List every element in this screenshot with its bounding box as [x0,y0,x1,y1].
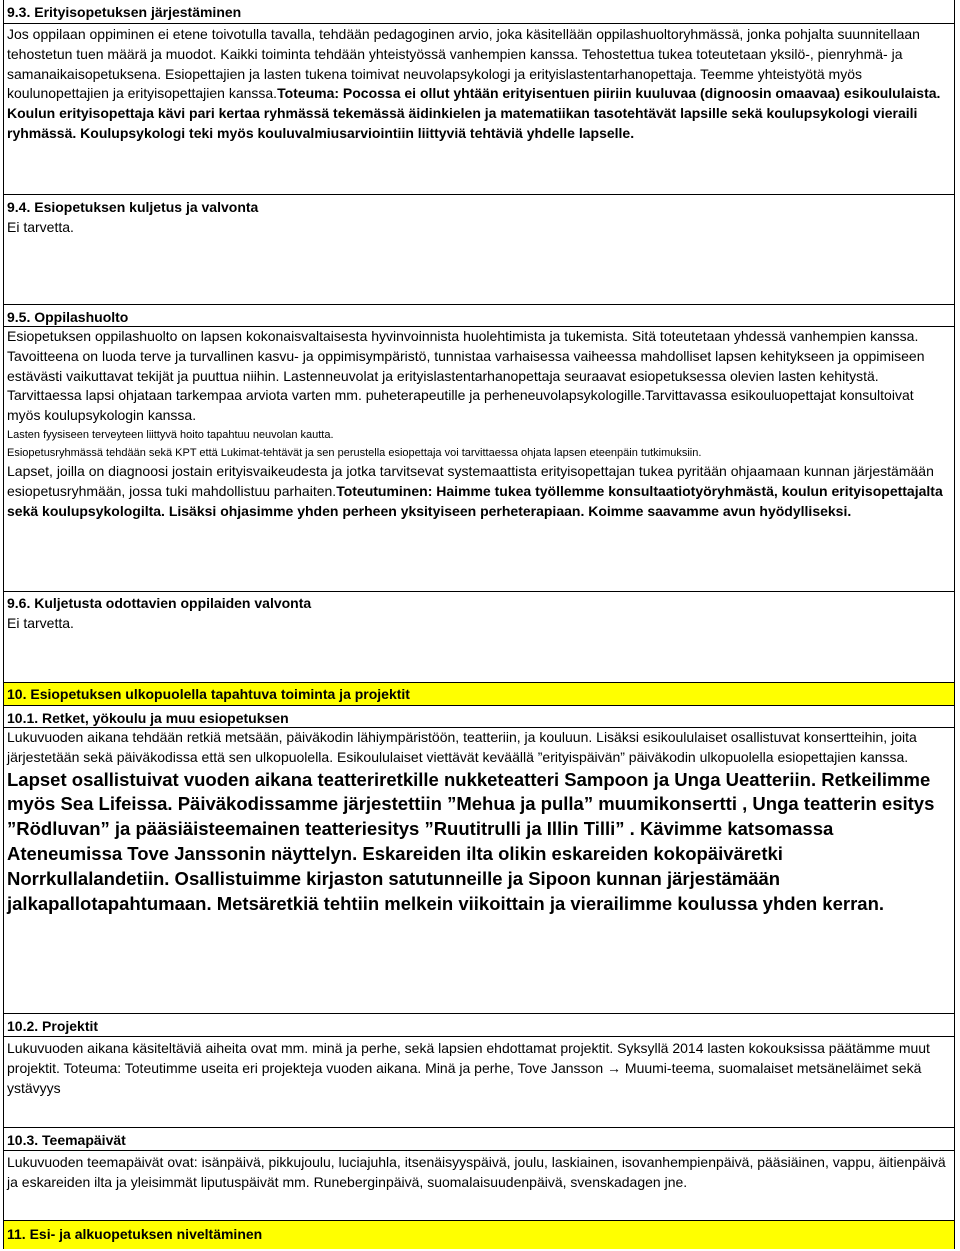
section-title: 11. Esi- ja alkuopetuksen niveltäminen [7,1226,263,1242]
section-body [7,198,950,238]
paragraph: Jos oppilaan oppiminen ei etene toivotulla tavalla, tehdään pedagoginen arvio, joka käsitellään oppilashuoltoryhmässä, jonka pohjalta suunnitellaan tehostetun tuen määrä ja muodot. Kaikki toiminta tehdään yhteistyössä vanhempien kanssa. Tehostettua tukea toteutetaan yksilö-, pienryhmä- ja samanaikaisopetuksena. Esiopettajien ja lasten tukena toimivat neuvolapsykologi ja erityislastentarhanopettaja. Teemme yhteistyötä myös koulunopettajien ja erityisopettajien kanssa. [7,26,920,102]
section-10-heading [4,682,954,705]
paragraph: Ei tarvetta. [7,218,74,235]
section-body [7,1039,950,1098]
section-10-2 [4,1013,954,1127]
paragraph: Lukuvuoden teemapäivät ovat: isänpäivä, pikkujoulu, luciajuhla, itsenäisyyspäivä, joulu, laskiainen, isovanhempienpäivä, pääsiäinen, vappu, äitienpäivä ja eskareiden ilta ja yleisimmät liputuspäivät mm. Runeberginpäivä, suomalaisuudenpäivä, svenskadagen jne. [7,1154,946,1190]
paragraph: Lapset, joilla on diagnoosi jostain erityisvaikeudesta ja jotka tarvitsevat systemaattista erityisopettajan tukea pyritään ohjaamaan kunnan järjestämään esiopetusryhmään, jossa tuki mahdollistuu parhaiten. [7,462,934,499]
section-9-5 [4,304,954,591]
section-body [7,1153,950,1193]
section-body [7,594,950,634]
section-body [7,327,950,521]
section-10-3 [4,1127,954,1220]
section-title: 10.2. Projektit [4,1014,954,1037]
section-title: 10. Esiopetuksen ulkopuolella tapahtuva toiminta ja projektit [7,686,410,702]
small-note: Esiopetusryhmässä tehdään sekä KPT että Lukimat-tehtävät ja sen perustella esiopettaja voi tarvittaessa ohjata lapsen eteenpäin tutkimuksiin. [7,446,702,459]
small-note: Lasten fyysiseen terveyteen liittyvä hoito tapahtuu neuvolan kautta. [7,428,334,441]
section-title: 9.5. Oppilashuolto [4,305,954,327]
section-10-1 [4,705,954,1013]
section-11-heading [4,1220,954,1249]
section-title: 9.6. Kuljetusta odottavien oppilaiden valvonta [7,595,312,611]
document-page [3,0,955,1249]
section-title: 9.3. Erityisopetuksen järjestäminen [4,0,954,24]
section-title: 10.1. Retket, yökoulu ja muu esiopetuksen [4,706,954,728]
section-body [7,25,950,144]
paragraph: Ei tarvetta. [7,614,74,631]
section-title: 10.3. Teemapäivät [4,1128,954,1151]
paragraph: Lukuvuoden aikana käsiteltäviä aiheita ovat mm. minä ja perhe, sekä lapsien ehdottamat projektit. Syksyllä 2014 lasten kokouksissa päätämme muut projektit. Toteuma: Toteutimme useita eri projekteja vuoden aikana. Minä ja perhe, Tove Jansson → Muumi-teema, suomalaiset metsäneläimet sekä ystävyys [7,1040,930,1096]
section-9-4 [4,194,954,304]
section-body [7,728,950,916]
paragraph: Esiopetuksen oppilashuolto on lapsen kokonaisvaltaisesta hyvinvoinnista huolehtimista ja tukemista. Sitä toteutetaan yhdessä vanhempien kanssa. Tavoitteena on luoda terve ja turvallinen kasvu- ja oppimisympäristö, tunnistaa varhaisessa vaiheessa mahdolliset lapsen kehitykseen ja oppimiseen estävästi vaikuttavat tekijät ja puuttua niihin. Lastenneuvolat ja erityislastentarhanopettaja seuraavat esiopetuksessa olevien lasten kehitystä. Tarvittaessa lapsi ohjataan tarkempaa arviota varten mm. puheterapeutille ja perheneuvolapsykologille.Tarvittavassa esikouluopettajat konsultoivat myös koulupsykologin kanssa. [7,328,925,424]
outcome-text: Lapset osallistuivat vuoden aikana teatteriretkille nukketeatteri Sampoon ja Unga Ueatteriin. Retkeilimme myös Sea Lifeissa. Päiväkodissamme järjestettiin ”Mehua ja pulla” muumikonsertti , Unga teatterin esitys ”Rödluvan” ja pääsiäisteemainen teatteriesitys ”Ruutitrulli ja Illin Tilli” . Kävimme katsomassa Ateneumissa Tove Janssonin näyttelyn. Eskareiden ilta olikin eskareiden kokopäiväretki Norrkullalandetiin. Osallistuimme kirjaston satutunneille ja Sipoon kunnan järjestämään jalkapallotapahtumaan. Metsäretkiä tehtiin melkein viikoittain ja vierailimme koulussa yhden kerran. [7,768,935,914]
paragraph: Lukuvuoden aikana tehdään retkiä metsään, päiväkodin lähiympäristöön, teatteriin, ja kouluun. Lisäksi esikoululaiset osallistuvat konsertteihin, joita järjestetään sekä päiväkodissa että sen ulkopuolella. Esikoululaiset viettävät keväällä ”erityispäivän” päiväkodin ulkopuolella esiopettajien kanssa. [7,729,917,765]
outcome-text: Toteuma: Pocossa ei ollut yhtään erityisentuen piiriin kuuluvaa (dignoosin omaavaa) esikoululaista. Koulun erityisopettaja kävi pari kertaa ryhmässä tekemässä äidinkielen ja matematiikan tasotehtävät lapsille sekä koulupsykologi vieraili ryhmässä. Koulupsykologi teki myös kouluvalmiusarviointiin liittyviä tehtäviä yhdelle lapselle. [7,85,941,141]
outcome-text: Toteutuminen: Haimme tukea työllemme konsultaatiotyöryhmästä, koulun erityisopettajalta sekä koulupsykologilta. Lisäksi ohjasimme yhden perheen yksityiseen perheterapiaan. Koimme saavamme avun hyödylliseksi. [7,482,943,519]
section-title: 9.4. Esiopetuksen kuljetus ja valvonta [7,199,259,215]
section-9-6 [4,591,954,682]
section-9-3 [4,0,954,194]
